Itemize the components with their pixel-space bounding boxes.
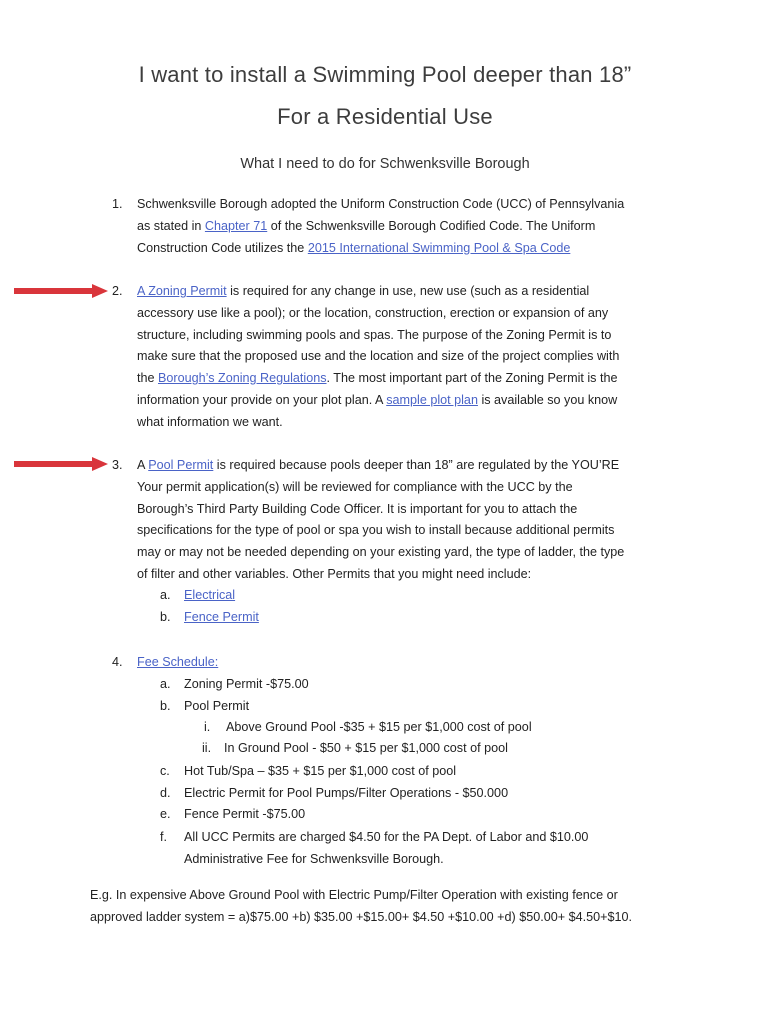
sub-item-electrical bbox=[160, 588, 235, 602]
item2-text: . The most important part of the Zoning Permit is the bbox=[326, 371, 618, 386]
item1-text: Construction Code utilizes the bbox=[137, 240, 308, 255]
page-subtitle: What I need to do for Schwenksville Borough bbox=[240, 156, 530, 172]
sub-label: a. bbox=[160, 588, 171, 602]
fee-item-above-ground bbox=[204, 720, 532, 734]
chapter-71-link[interactable]: Chapter 71 bbox=[204, 218, 268, 233]
item3-line: may or may not be needed depending on your existing yard, the type of ladder, the type bbox=[137, 545, 625, 560]
item2-line: make sure that the proposed use and the location and size of the project complies with bbox=[137, 349, 620, 364]
fee-text: Pool Permit bbox=[184, 699, 250, 713]
list-number: 2. bbox=[112, 284, 123, 298]
fee-text: Hot Tub/Spa – $35 + $15 per $1,000 cost of pool bbox=[184, 764, 457, 778]
fee-text: Zoning Permit -$75.00 bbox=[184, 677, 309, 691]
fee-item-ucc bbox=[160, 830, 588, 844]
example-line-2: approved ladder system = a)$75.00 +b) $35.00 +$15.00+ $4.50 +$10.00 +d) $50.00+ $4.50+$10. bbox=[90, 910, 632, 924]
sample-plot-plan-link[interactable]: sample plot plan bbox=[386, 392, 478, 407]
item3-line: of filter and other variables. Other Permits that you might need include: bbox=[137, 566, 532, 581]
fee-item-zoning bbox=[160, 677, 309, 691]
item2-text: is required for any change in use, new use (such as a residential bbox=[226, 284, 590, 298]
fee-item-in-ground bbox=[202, 741, 508, 755]
fee-schedule-link[interactable]: Fee Schedule: bbox=[137, 655, 219, 669]
sub-label: i. bbox=[204, 720, 211, 734]
list-number: 4. bbox=[112, 655, 123, 669]
sub-label: e. bbox=[160, 807, 171, 821]
sub-label: b. bbox=[160, 699, 171, 713]
sub-label: f. bbox=[160, 830, 167, 844]
item3-text: is required because pools deeper than 18” are regulated by the YOU’RE bbox=[213, 458, 620, 472]
list-number: 1. bbox=[112, 197, 123, 211]
fee-item-ucc-continued: Administrative Fee for Schwenksville Borough. bbox=[184, 852, 444, 866]
example-line-1: E.g. In expensive Above Ground Pool with Electric Pump/Filter Operation with existing fence or bbox=[90, 888, 618, 902]
arrow-right-icon bbox=[14, 284, 108, 298]
item1-text: as stated in bbox=[137, 218, 205, 233]
fee-text: All UCC Permits are charged $4.50 for the PA Dept. of Labor and $10.00 bbox=[184, 830, 589, 844]
item3-line: Your permit application(s) will be reviewed for compliance with the UCC by the bbox=[137, 479, 573, 494]
fee-item-electric bbox=[160, 786, 508, 800]
sub-label: d. bbox=[160, 786, 171, 800]
item2-line: structure, including swimming pools and spas. The purpose of the Zoning Permit is to bbox=[137, 327, 612, 342]
pool-spa-code-link[interactable]: 2015 International Swimming Pool & Spa Code bbox=[307, 240, 571, 255]
item3-line: specifications for the type of pool or spa you wish to install because additional permits bbox=[137, 523, 615, 538]
item2-text: the bbox=[137, 371, 159, 386]
sub-label: ii. bbox=[202, 741, 212, 755]
fee-text: In Ground Pool - $50 + $15 per $1,000 cost of pool bbox=[224, 741, 508, 755]
pool-permit-link[interactable]: Pool Permit bbox=[148, 458, 214, 472]
sub-item-fence-permit bbox=[160, 610, 259, 624]
fence-permit-link[interactable]: Fence Permit bbox=[184, 610, 259, 624]
fee-text: Above Ground Pool -$35 + $15 per $1,000 cost of pool bbox=[226, 720, 532, 734]
item2-text: is available so you know bbox=[477, 392, 618, 407]
fee-item-fence bbox=[160, 807, 305, 821]
sub-label: c. bbox=[160, 764, 170, 778]
fee-text: Electric Permit for Pool Pumps/Filter Operations - $50.000 bbox=[184, 786, 509, 800]
page-title-line-2: For a Residential Use bbox=[277, 104, 493, 129]
item2-line: accessory use like a pool); or the location, construction, erection or expansion of any bbox=[137, 305, 609, 320]
item1-text: of the Schwenksville Borough Codified Code. The Uniform bbox=[267, 218, 596, 233]
item3-line: Borough’s Third Party Building Code Officer. It is important for you to attach the bbox=[137, 501, 578, 516]
electrical-link[interactable]: Electrical bbox=[184, 588, 236, 602]
item2-line: what information we want. bbox=[137, 414, 283, 429]
sub-label: a. bbox=[160, 677, 171, 691]
sub-label: b. bbox=[160, 610, 171, 624]
zoning-permit-link[interactable]: A Zoning Permit bbox=[137, 284, 227, 298]
page-title-line-1: I want to install a Swimming Pool deeper than 18” bbox=[138, 62, 632, 87]
item3-text: A bbox=[137, 458, 149, 472]
fee-text: Fence Permit -$75.00 bbox=[184, 807, 306, 821]
item1-line: Schwenksville Borough adopted the Uniform Construction Code (UCC) of Pennsylvania bbox=[137, 197, 625, 211]
list-number: 3. bbox=[112, 458, 123, 472]
fee-item-pool bbox=[160, 699, 249, 713]
item2-text: information your provide on your plot plan. A bbox=[137, 392, 387, 407]
arrow-right-icon bbox=[14, 457, 108, 471]
fee-item-hot-tub bbox=[160, 764, 456, 778]
zoning-regulations-link[interactable]: Borough’s Zoning Regulations bbox=[158, 371, 327, 386]
